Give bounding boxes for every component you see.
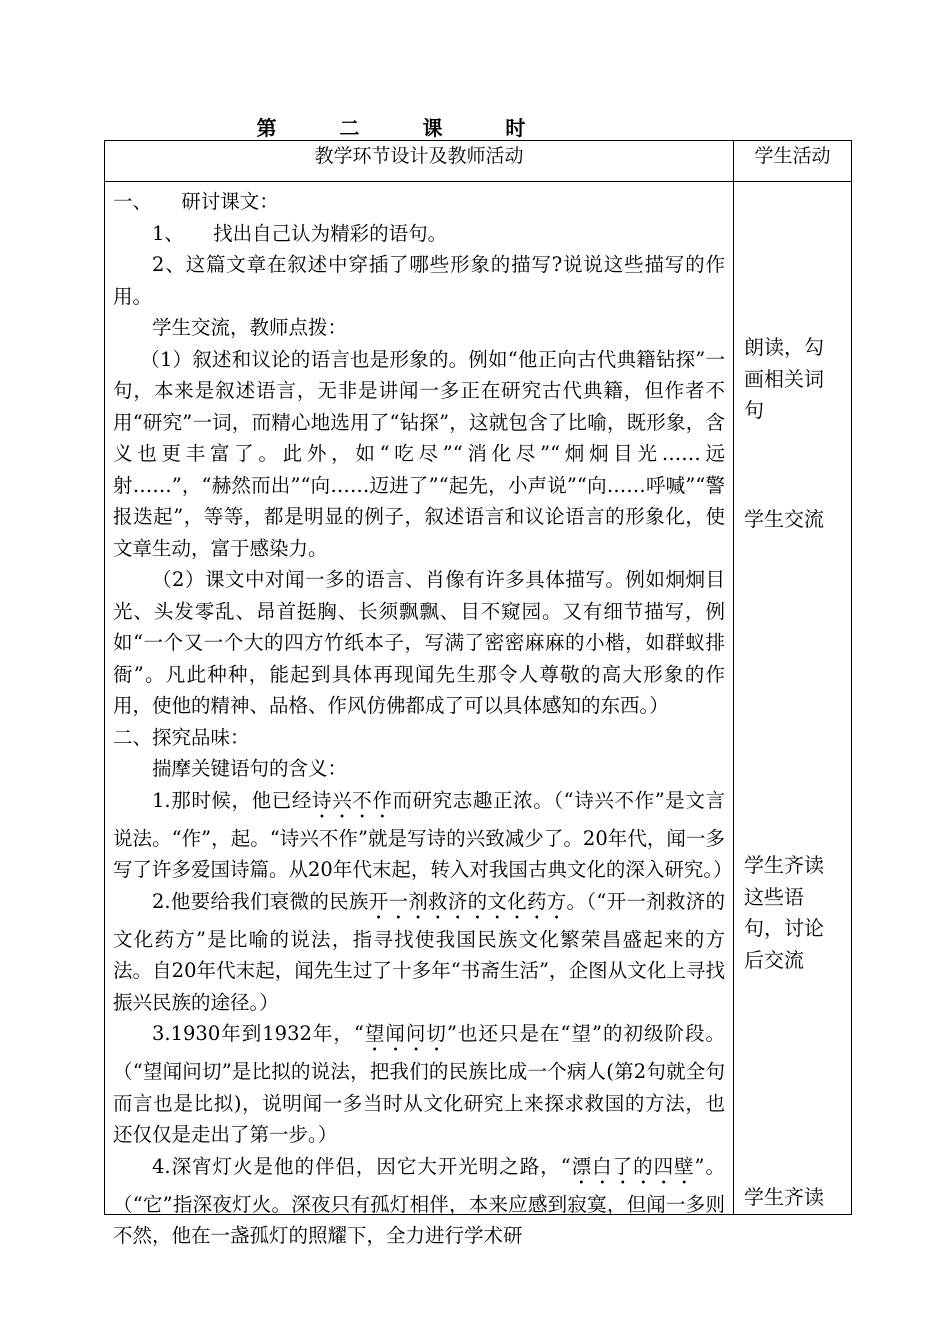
lesson-table bbox=[104, 140, 852, 1247]
teacher-activity-header: 教学环节设计及教师活动 bbox=[105, 141, 734, 182]
student-activity-header: 学生活动 bbox=[734, 141, 852, 182]
table-body-row bbox=[105, 182, 852, 1215]
student-note-read-discuss: 学生齐读这些语句，讨论后交流 bbox=[744, 853, 824, 972]
key-sentence-4-lead: 4.深宵灯火是他的伴侣，因它大开光明之路，“ bbox=[152, 1154, 571, 1178]
key-sentences-intro: 揣摩关键语句的含义： bbox=[152, 757, 348, 780]
key-sentence-4-rest: ”。（“它”指深夜灯火。深夜只有孤灯相伴，本来应感到寂寞，但闻一多则不然，他在一盏孤灯的照耀下，全力进行学术研 bbox=[113, 1154, 725, 1247]
key-sentence-4 bbox=[113, 1151, 725, 1252]
teacher-activity-cell bbox=[105, 182, 734, 1247]
section-2-title: 二、探究品味： bbox=[113, 725, 250, 749]
page-title: 第 二 课 时 bbox=[256, 116, 554, 140]
student-note-read-mark: 朗读，勾画相关词句 bbox=[744, 335, 824, 422]
key-sentence-2-emphasis: 开一剂救济的文化药方 bbox=[368, 889, 567, 913]
student-note-exchange: 学生交流 bbox=[744, 507, 824, 531]
key-sentence-3-emphasis: 望闻问切 bbox=[363, 1022, 447, 1045]
key-sentence-3 bbox=[113, 1018, 725, 1151]
key-sentence-2-lead: 2.他要给我们衰微的民族 bbox=[152, 889, 369, 913]
exchange-line: 学生交流，教师点拨： bbox=[152, 316, 348, 339]
key-sentence-1-lead: 1.那时候，他已经 bbox=[152, 788, 312, 812]
paragraph-2: （2）课文中对闻一多的语言、肖像有许多具体描写。例如炯炯目光、头发零乱、昂首挺胸、长须飘飘、目不窥园。又有细节描写，例如“一个又一个大的四方竹纸本子，写满了密密麻麻的小楷，如群蚁排衙”。凡此种种，能起到具体再现闻先生那令人尊敬的高大形象的作用，使他的精神、品格、作风仿佛都成了可以具体感知的东西。） bbox=[113, 568, 725, 717]
key-sentence-1 bbox=[113, 785, 733, 886]
key-sentence-2 bbox=[113, 886, 725, 1019]
question-1: 1、 找出自己认为精彩的语句。 bbox=[152, 221, 448, 245]
student-note-read-aloud: 学生齐读 bbox=[744, 1185, 824, 1209]
section-1-title: 一、 研讨课文： bbox=[113, 190, 279, 213]
key-sentence-3-rest: ”也还只是在“望”的初级阶段。（“望闻问切”是比拟的说法，把我们的民族比成一个病人(第2句就全句而言也是比拟)，说明闻一多当时从文化研究上来探求救国的方法，也还仅仅是走出了第一步。） bbox=[113, 1022, 725, 1146]
paragraph-1: （1）叙述和议论的语言也是形象的。例如“他正向古代典籍钻探”一句，本来是叙述语言，无非是讲闻一多正在研究古代典籍，但作者不用“研究”一词，而精心地选用了“钻探”，这就包含了比喻，既形象，含义也更丰富了。此外，如“吃尽”“消化尽”“炯炯目光……远射……”，“赫然而出”“向……迈进了”“起先，小声说”“向……呼喊”“警报迭起”，等等，都是明显的例子，叙述语言和议论语言的形象化，使文章生动，富于感染力。 bbox=[113, 347, 725, 560]
key-sentence-2-rest: 。（“开一剂救济的文化药方”是比喻的说法，指寻找使我国民族文化繁荣昌盛起来的方法。自20年代末起，闻先生过了十多年“书斋生活”，企图从文化上寻找振兴民族的途径。） bbox=[113, 889, 725, 1014]
table-header-row bbox=[105, 141, 852, 182]
teacher-activity-content bbox=[105, 182, 733, 1247]
question-2: 2、这篇文章在叙述中穿插了哪些形象的描写?说说这些描写的作用。 bbox=[113, 253, 725, 308]
key-sentence-1-rest: 而研究志趣正浓。（“诗兴不作”是文言说法。“作”，起。“诗兴不作”就是写诗的兴致减少了。20年代，闻一多写了许多爱国诗篇。从20年代末起，转入对我国古典文化的深入研究。） bbox=[113, 788, 733, 881]
student-activity-cell bbox=[734, 182, 852, 1215]
key-sentence-1-emphasis: 诗兴不作 bbox=[311, 788, 393, 812]
key-sentence-3-lead: 3.1930年到1932年，“ bbox=[152, 1022, 364, 1045]
key-sentence-4-emphasis: 漂白了的四壁 bbox=[570, 1154, 695, 1178]
